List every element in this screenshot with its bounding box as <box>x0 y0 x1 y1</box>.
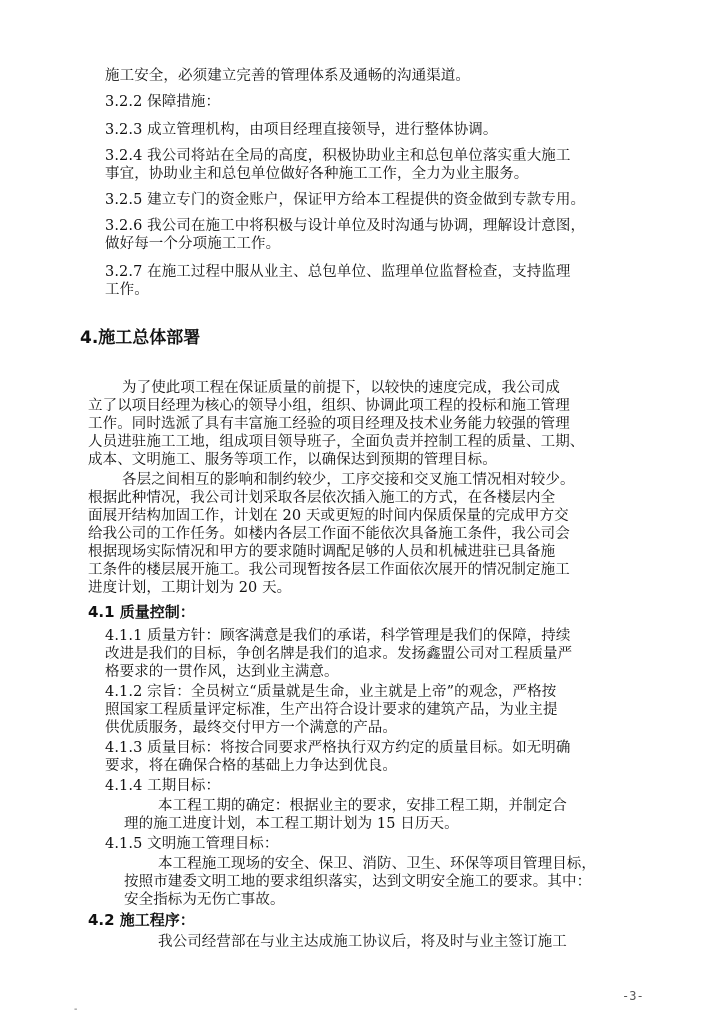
text-line: 工作。 <box>105 282 149 298</box>
text-line: 改进是我们的目标，争创名牌是我们的追求。发扬鑫盟公司对工程质量严 <box>105 646 573 662</box>
text-line: 给我公司的工作任务。如楼内各层工作面不能依次具备施工条件，我公司会 <box>88 526 570 542</box>
text-line: 根据现场实际情况和甲方的要求随时调配足够的人员和机械进驻已具备施 <box>88 544 556 560</box>
text-line: 施工安全，必须建立完善的管理体系及通畅的沟通渠道。 <box>105 68 470 84</box>
text-line: 本工程工期的确定：根据业主的要求，安排工程工期，并制定合 <box>158 798 567 814</box>
text-line: 立了以项目经理为核心的领导小组，组织、协调此项工程的投标和施工管理 <box>88 398 570 414</box>
text-line: 我公司经营部在与业主达成施工协议后，将及时与业主签订施工 <box>158 934 567 950</box>
text-line: 4.1.1 质量方针：顾客满意是我们的承诺，科学管理是我们的保障，持续 <box>105 628 571 644</box>
text-line: 成本、文明施工、服务等项工作，以确保达到预期的管理目标。 <box>88 452 497 468</box>
text-line: 4.1.5 文明施工管理目标： <box>105 836 279 852</box>
text-line: 工作。同时选派了具有丰富施工经验的项目经理及技术业务能力较强的管理 <box>88 416 570 432</box>
text-line: 工条件的楼层展开施工。我公司现暂按各层工作面依次展开的情况制定施工 <box>88 562 570 578</box>
text-line: 4.1.2 宗旨：全员树立“质量就是生命，业主就是上帝”的观念，严格按 <box>105 684 557 700</box>
text-line: 本工程施工现场的安全、保卫、消防、卫生、环保等项目管理目标， <box>158 856 596 872</box>
text-line: 要求，将在确保合格的基础上力争达到优良。 <box>105 758 397 774</box>
text-line: 为了使此项工程在保证质量的前提下，以较快的速度完成，我公司成 <box>122 380 560 396</box>
text-line: 进度计划，工期计划为 20 天。 <box>88 580 292 596</box>
page-number: -3- <box>622 989 644 1003</box>
text-line: 照国家工程质量评定标准，生产出符合设计要求的建筑产品，为业主提 <box>105 702 558 718</box>
section-heading: 4.施工总体部署 <box>80 328 201 348</box>
footer-mark: - <box>74 1004 78 1015</box>
text-line: 根据此种情况，我公司计划采取各层依次插入施工的方式，在各楼层内全 <box>88 490 556 506</box>
text-line: 供优质服务，最终交付甲方一个满意的产品。 <box>105 720 397 736</box>
subsection-heading: 4.2 施工程序： <box>88 911 195 929</box>
text-line: 3.2.4 我公司将站在全局的高度，积极协助业主和总包单位落实重大施工 <box>105 148 571 164</box>
text-line: 按照市建委文明工地的要求组织落实，达到文明安全施工的要求。其中： <box>124 874 592 890</box>
text-line: 格要求的一贯作风，达到业主满意。 <box>105 664 339 680</box>
text-line: 4.1.3 质量目标：将按合同要求严格执行双方约定的质量目标。如无明确 <box>105 740 571 756</box>
text-line: 面展开结构加固工作，计划在 20 天或更短的时间内保质保量的完成甲方交 <box>88 508 569 524</box>
text-line: 3.2.2 保障措施： <box>105 94 221 110</box>
text-line: 人员进驻施工工地，组成项目领导班子，全面负责并控制工程的质量、工期、 <box>88 434 585 450</box>
text-line: 各层之间相互的影响和制约较少，工序交接和交叉施工情况相对较少。 <box>122 472 575 488</box>
subsection-heading: 4.1 质量控制： <box>88 603 195 621</box>
text-line: 安全指标为无伤亡事故。 <box>124 892 285 908</box>
text-line: 3.2.5 建立专门的资金账户，保证甲方给本工程提供的资金做到专款专用。 <box>105 192 586 208</box>
text-line: 3.2.6 我公司在施工中将积极与设计单位及时沟通与协调，理解设计意图， <box>105 218 586 234</box>
text-line: 做好每一个分项施工工作。 <box>105 236 281 252</box>
text-line: 4.1.4 工期目标： <box>105 778 221 794</box>
text-line: 事宜，协助业主和总包单位做好各种施工工作，全力为业主服务。 <box>105 166 529 182</box>
text-line: 理的施工进度计划，本工程工期计划为 15 日历天。 <box>124 816 459 832</box>
text-line: 3.2.3 成立管理机构，由项目经理直接领导，进行整体协调。 <box>105 122 498 138</box>
text-line: 3.2.7 在施工过程中服从业主、总包单位、监理单位监督检查，支持监理 <box>105 264 571 280</box>
